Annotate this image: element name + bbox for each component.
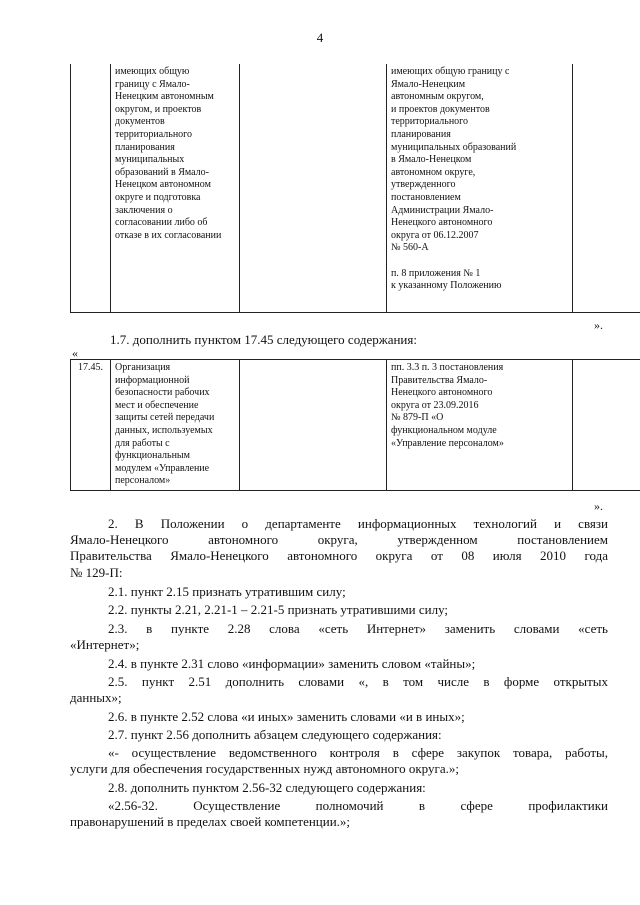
- item-2-8-quote: «2.56-32. Осуществление полномочий в сфере профилактики: [108, 798, 608, 813]
- section-2-intro: Правительства Ямало-Ненецкого автономного округа от 08 июля 2010 года: [70, 548, 608, 563]
- table-cell-function: имеющих общую границу с Ямало- Ненецким автономным округом, и проектов документов территориального планирования муниципальных образований в Ямало- Ненецком автономном округе и подготовка заключения о согласовании либо об отказе в их согласовании: [111, 64, 240, 313]
- table-cell-basis: имеющих общую границу с Ямало-Ненецким автономным округом, и проектов документов территориального планирования муниципальных образований в Ямало-Ненецком автономном округе, утвержденного постановлением Администрации Ямало- Ненецкого автономного округа от 06.12.2007 № 560-А п. 8 приложения № 1 к указанному Положению: [387, 64, 573, 313]
- item-2-7-quote: услуги для обеспечения государственных нужд автономного округа.»;: [70, 761, 459, 776]
- item-2-2: 2.2. пункты 2.21, 2.21-1 – 2.21-5 признать утратившими силу;: [108, 602, 449, 617]
- item-2-8-quote: правонарушений в пределах своей компетенции.»;: [70, 814, 351, 829]
- item-2-1: 2.1. пункт 2.15 признать утратившим силу;: [108, 584, 346, 599]
- item-2-4: 2.4. в пункте 2.31 слово «информации» заменить словом «тайны»;: [108, 656, 476, 671]
- item-2-5: 2.5. пункт 2.51 дополнить словами «, в том числе в форме открытых: [108, 674, 608, 689]
- table-cell-empty: [240, 64, 387, 313]
- section-2-intro: Ямало-Ненецкого автономного округа, утвержденном постановлением: [70, 532, 608, 547]
- table-cell-note: [573, 360, 640, 491]
- opening-quote: «: [72, 346, 78, 360]
- closing-quote: ».: [594, 318, 603, 332]
- item-2-5: данных»;: [70, 690, 122, 705]
- table-cell-function: Организация информационной безопасности рабочих мест и обеспечение защиты сетей передачи данных, используемых для работы с функциональным модулем «Управление персоналом»: [111, 360, 240, 491]
- table-cell-note: [573, 64, 640, 313]
- table-cell-basis: пп. 3.3 п. 3 постановления Правительства Ямало- Ненецкого автономного округа от 23.09.2016 № 879-П «О функциональном модуле «Управление персоналом»: [387, 360, 573, 491]
- item-2-8: 2.8. дополнить пунктом 2.56-32 следующего содержания:: [108, 780, 426, 795]
- page-number: 4: [316, 30, 324, 45]
- section-2-intro: № 129-П:: [70, 565, 123, 580]
- table-cell-empty: [240, 360, 387, 491]
- item-2-6: 2.6. в пункте 2.52 слова «и иных» заменить словами «и в иных»;: [108, 709, 465, 724]
- table-new-item: [70, 359, 640, 491]
- item-1-7: 1.7. дополнить пунктом 17.45 следующего содержания:: [110, 332, 417, 347]
- item-2-3: «Интернет»;: [70, 637, 140, 652]
- section-2-intro: 2. В Положении о департаменте информационных технологий и связи: [108, 516, 608, 531]
- item-2-3: 2.3. в пункте 2.28 слова «сеть Интернет» заменить словами «сеть: [108, 621, 608, 636]
- table-cell-number: [71, 64, 111, 313]
- item-2-7: 2.7. пункт 2.56 дополнить абзацем следующего содержания:: [108, 727, 442, 742]
- table-cell-number: 17.45.: [71, 360, 111, 491]
- table-row: [71, 64, 640, 313]
- item-2-7-quote: «- осуществление ведомственного контроля в сфере закупок товара, работы,: [108, 745, 608, 760]
- table-row: [71, 360, 640, 491]
- table-continuation: [70, 64, 640, 313]
- closing-quote: ».: [594, 499, 603, 513]
